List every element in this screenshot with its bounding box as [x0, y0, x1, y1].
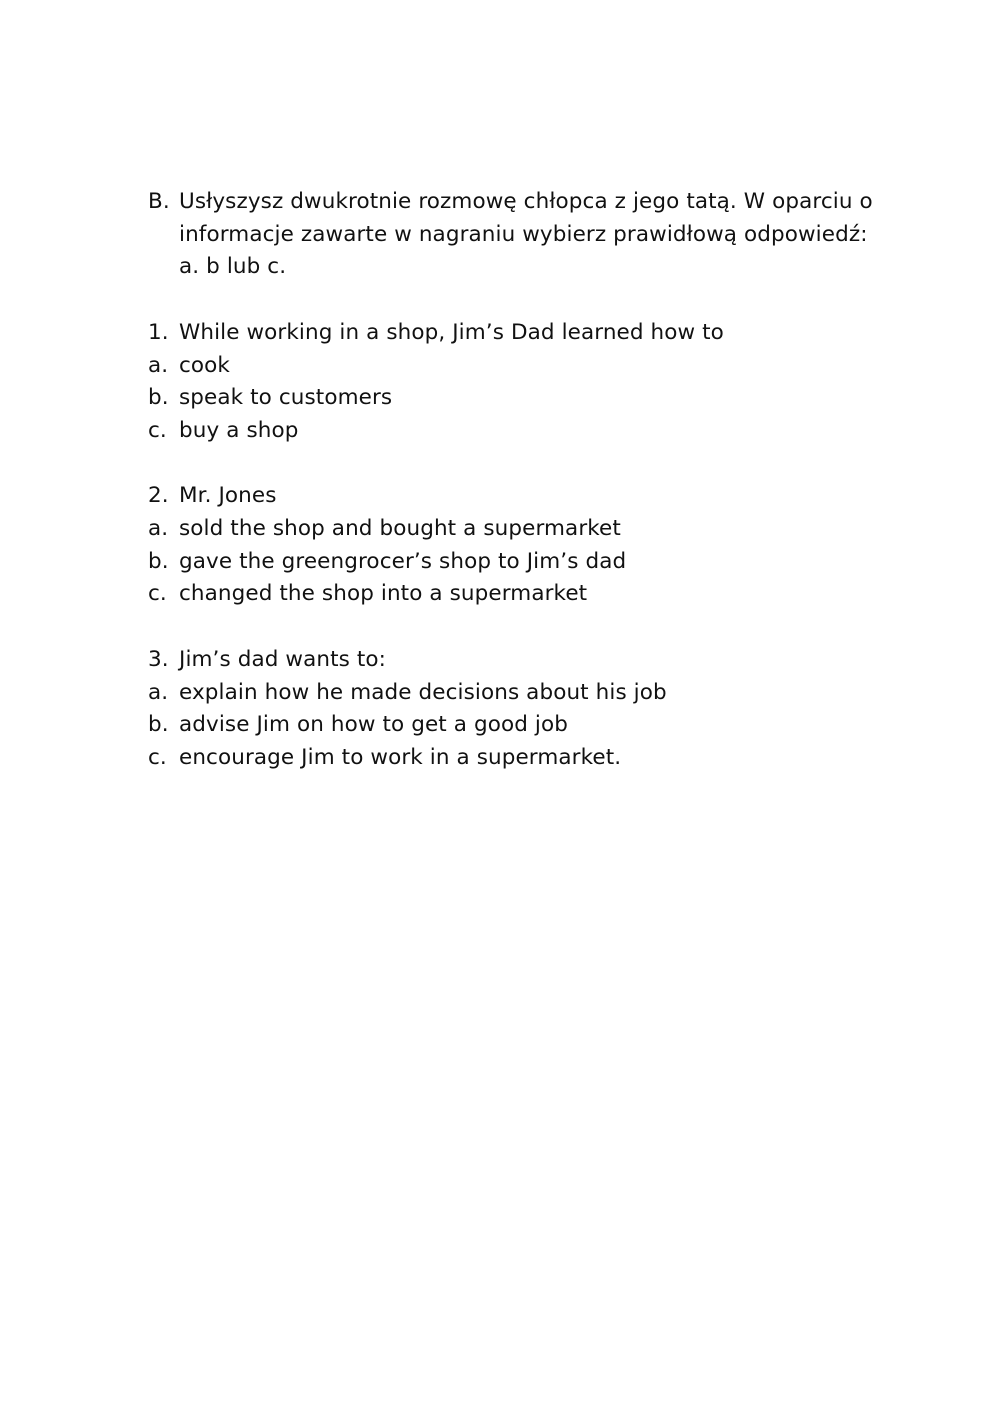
instruction-text: a. b lub c. — [179, 254, 287, 280]
question-text: Mr. Jones — [179, 483, 277, 509]
instruction-text: Usłyszysz dwukrotnie rozmowę chłopca z jego tatą. W oparciu o — [179, 189, 873, 214]
instruction-line — [148, 251, 888, 284]
exercise-content — [148, 186, 888, 775]
answer-option[interactable] — [148, 677, 888, 710]
option-text: encourage Jim to work in a supermarket. — [179, 744, 622, 770]
answer-option[interactable] — [148, 415, 888, 448]
question-text: Jim’s dad wants to: — [179, 646, 387, 672]
option-letter: c. — [148, 417, 167, 443]
answer-option[interactable] — [148, 709, 888, 742]
answer-option[interactable] — [148, 742, 888, 775]
answer-option[interactable] — [148, 350, 888, 383]
option-letter: b. — [148, 712, 169, 738]
option-letter: c. — [148, 744, 167, 770]
instruction-line — [148, 219, 888, 252]
option-text: changed the shop into a supermarket — [179, 581, 588, 607]
option-text: sold the shop and bought a supermarket — [179, 516, 621, 541]
option-text: gave the greengrocer’s shop to Jim’s dad — [179, 548, 627, 574]
question-stem — [148, 317, 888, 350]
option-letter: c. — [148, 581, 167, 607]
option-text: cook — [179, 352, 230, 378]
option-letter: a. — [148, 516, 169, 541]
question-number: 1. — [148, 319, 169, 345]
option-letter: b. — [148, 385, 169, 411]
option-letter: a. — [148, 679, 169, 705]
instruction-line — [148, 186, 888, 219]
instruction-marker: B. — [148, 189, 170, 214]
option-text: buy a shop — [179, 417, 299, 443]
option-letter: a. — [148, 352, 169, 378]
answer-option[interactable] — [148, 546, 888, 579]
option-text: speak to customers — [179, 385, 393, 411]
option-letter: b. — [148, 548, 169, 574]
question-stem — [148, 480, 888, 513]
answer-option[interactable] — [148, 513, 888, 546]
option-text: advise Jim on how to get a good job — [179, 712, 568, 738]
answer-option[interactable] — [148, 578, 888, 611]
answer-option[interactable] — [148, 382, 888, 415]
question-number: 3. — [148, 646, 169, 672]
question-text: While working in a shop, Jim’s Dad learned how to — [179, 319, 724, 345]
question-number: 2. — [148, 483, 169, 509]
instruction-text: informacje zawarte w nagraniu wybierz prawidłową odpowiedź: — [179, 221, 868, 247]
question-stem — [148, 644, 888, 677]
option-text: explain how he made decisions about his job — [179, 679, 667, 705]
